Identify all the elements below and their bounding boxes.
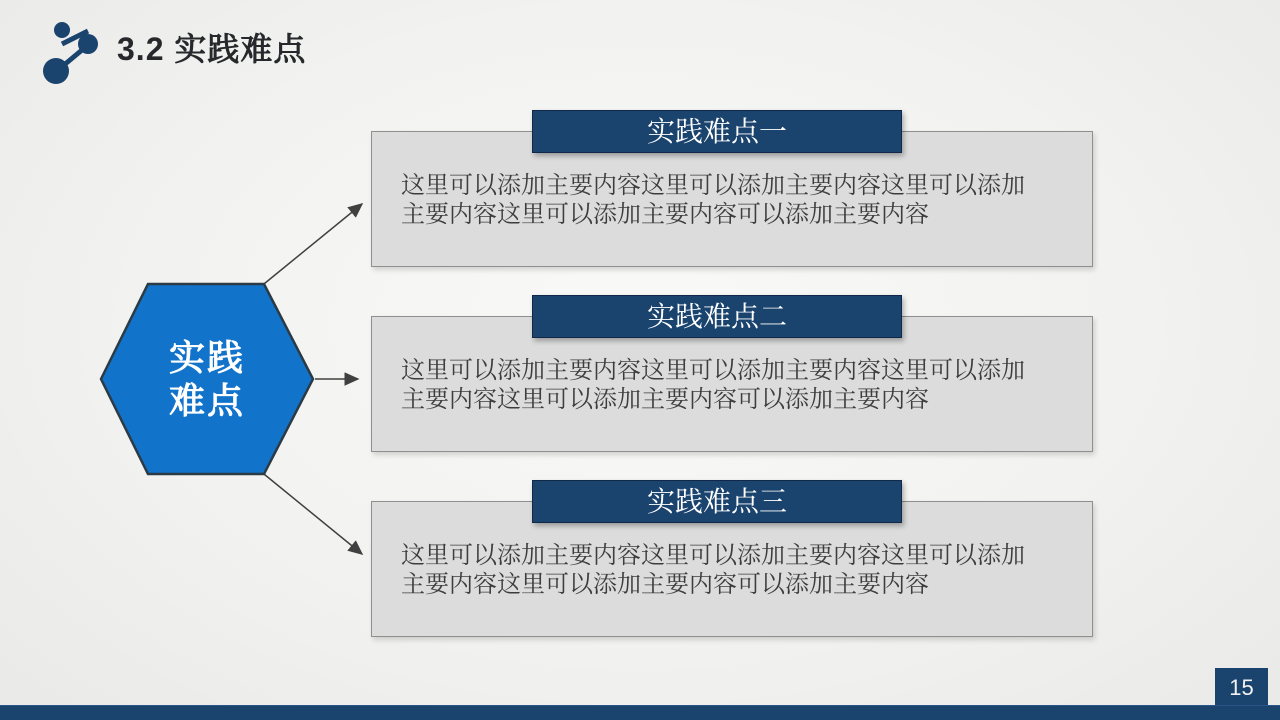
content-box-1-header: 实践难点一 [532,110,902,153]
content-box-1 [371,110,1093,267]
content-box-3-text: 这里可以添加主要内容这里可以添加主要内容这里可以添加主要内容这里可以添加主要内容可以添加主要内容 [401,542,1025,598]
footer-bar [0,705,1280,720]
content-box-2-text: 这里可以添加主要内容这里可以添加主要内容这里可以添加主要内容这里可以添加主要内容可以添加主要内容 [401,357,1025,413]
content-box-1-text: 这里可以添加主要内容这里可以添加主要内容这里可以添加主要内容这里可以添加主要内容可以添加主要内容 [401,172,1025,228]
molecule-icon [36,10,114,92]
content-box-2 [371,295,1093,452]
arrow-to-box-3 [259,470,362,554]
content-box-2-header: 实践难点二 [532,295,902,338]
page-number-badge: 15 [1215,668,1268,720]
arrow-to-box-1 [259,204,362,288]
hexagon-label-line2: 难点 [168,380,245,421]
content-box-3 [371,480,1093,637]
hexagon-label-line1: 实践 [168,337,245,378]
hexagon-label [98,281,316,477]
page-title: 3.2 实践难点 [117,31,307,67]
content-box-3-header: 实践难点三 [532,480,902,523]
